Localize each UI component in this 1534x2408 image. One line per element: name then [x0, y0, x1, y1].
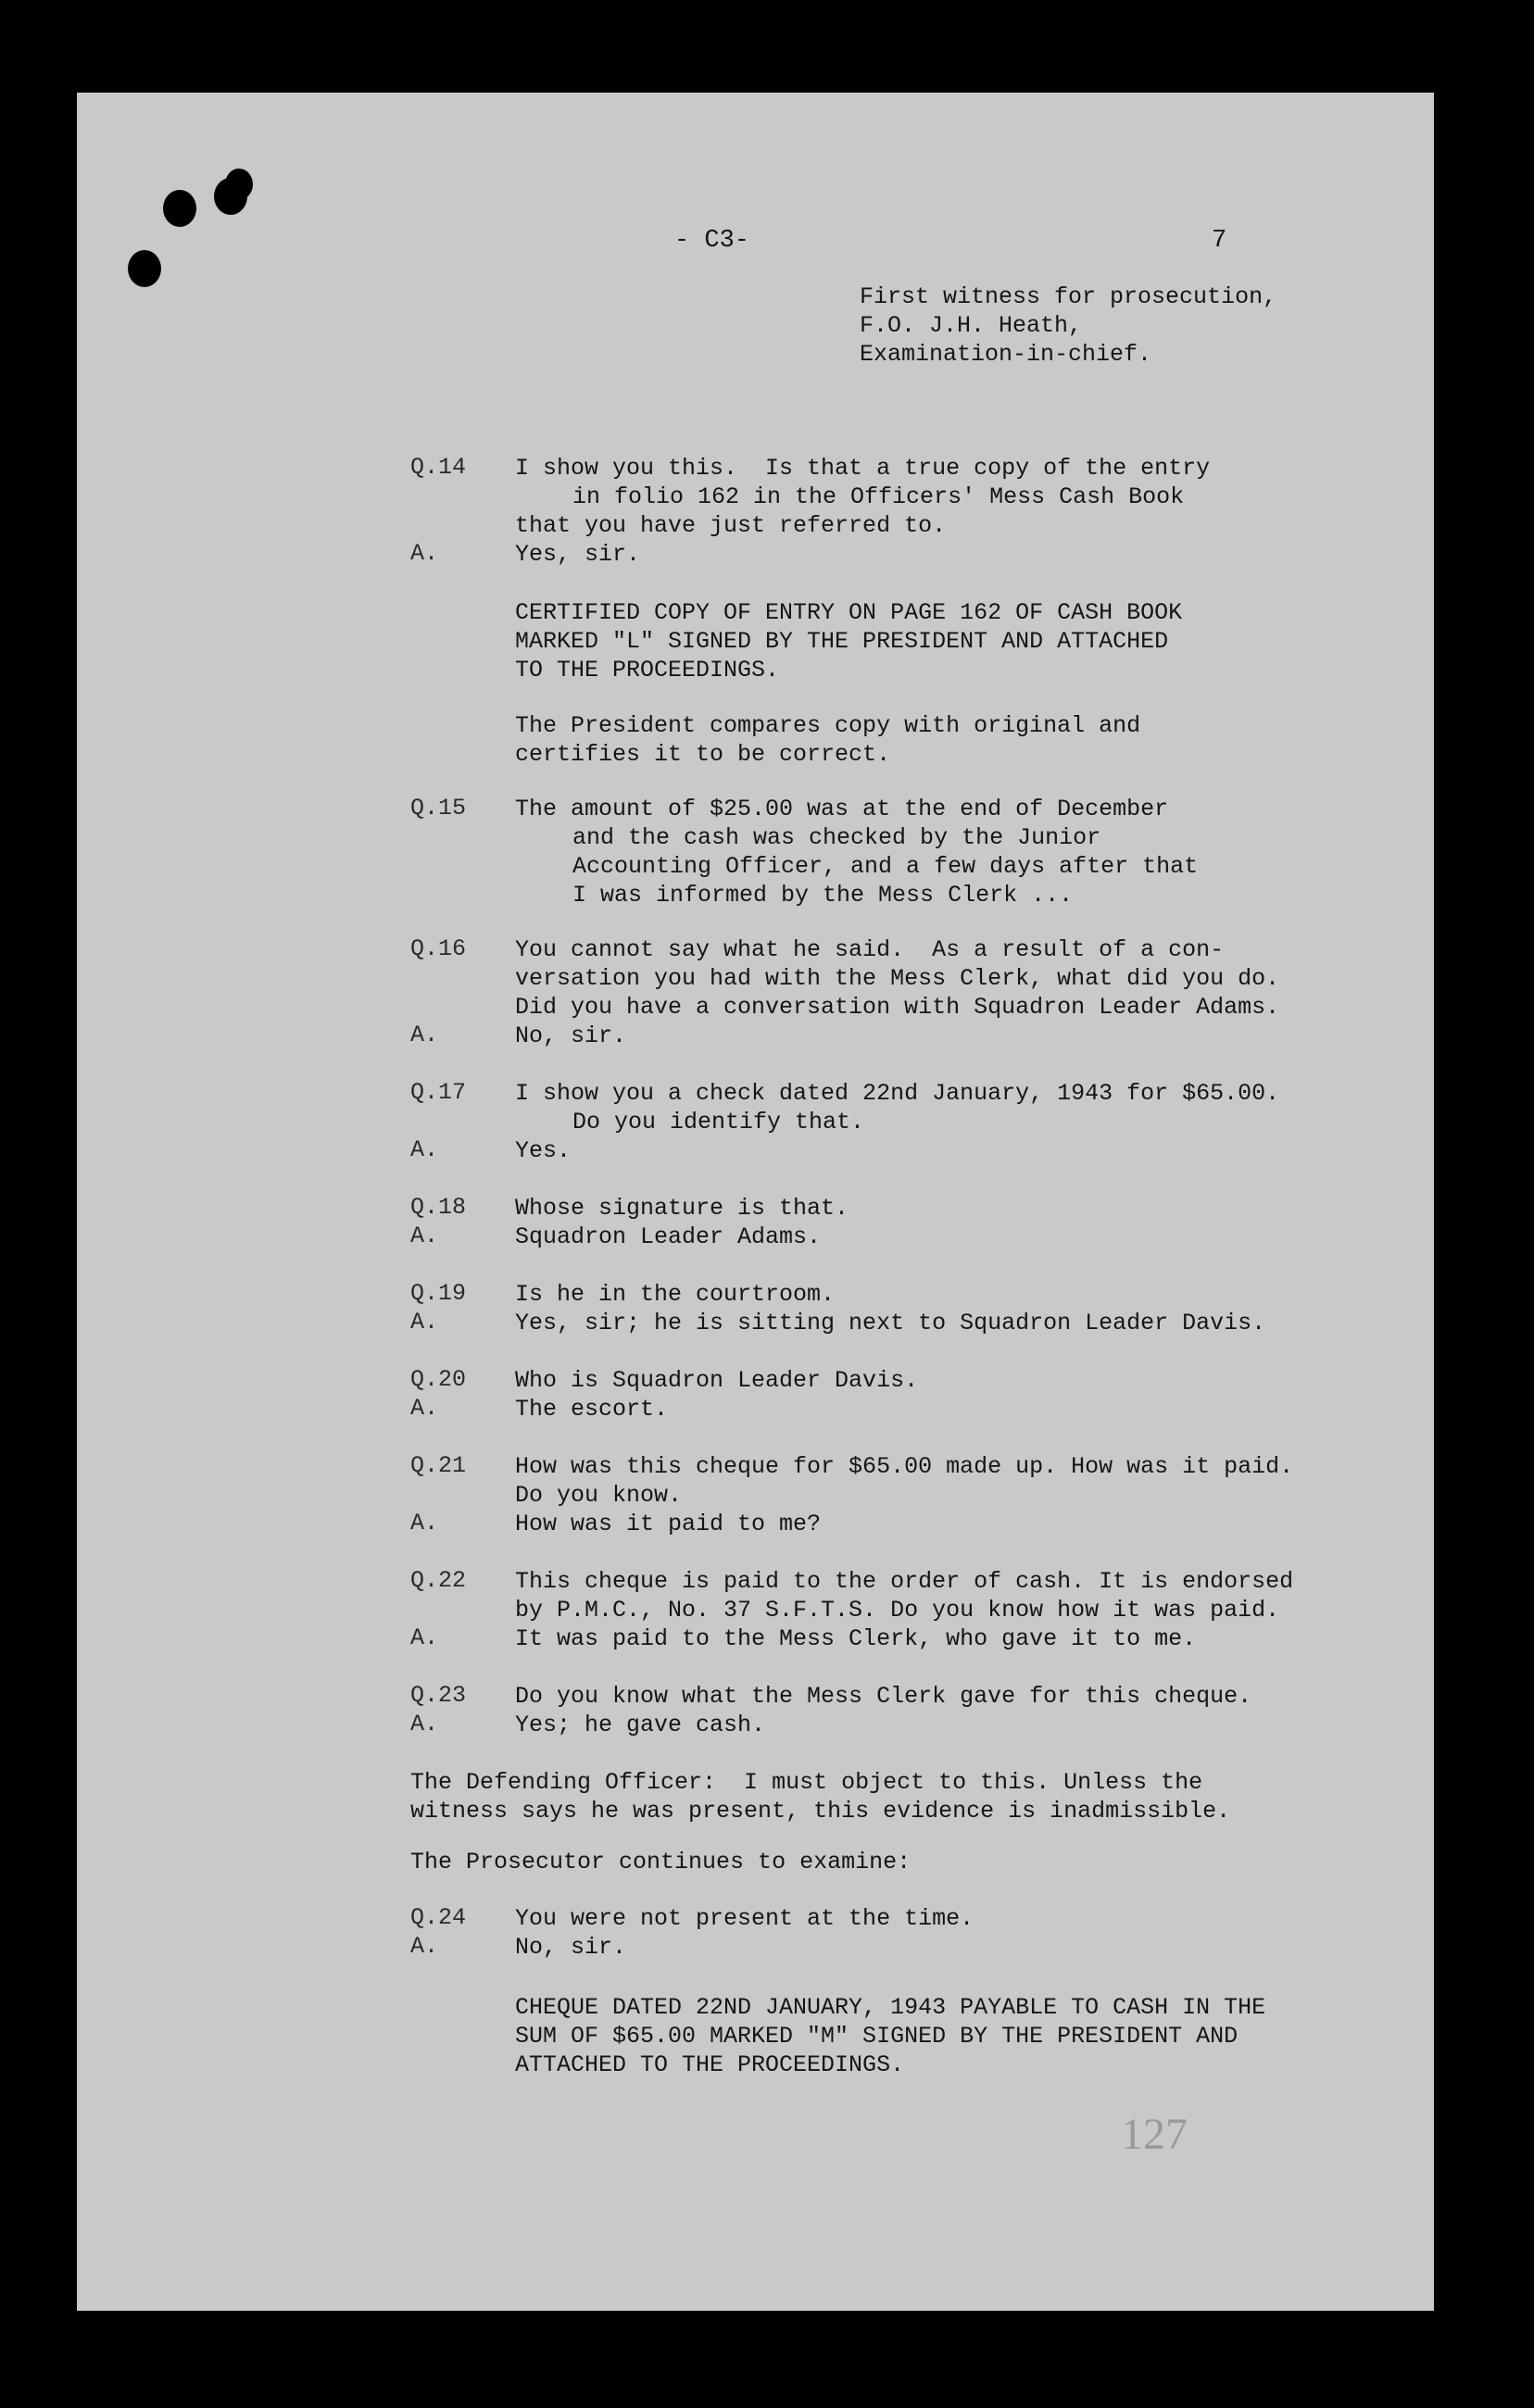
answer-label: A. [410, 1395, 439, 1422]
question-label: Q.15 [410, 795, 467, 821]
answer-label: A. [410, 1624, 439, 1651]
question-label: Q.14 [410, 454, 467, 481]
binder-hole [128, 250, 161, 287]
witness-line: F.O. J.H. Heath, [860, 312, 1083, 339]
answer-label: A. [410, 1711, 439, 1737]
binder-hole [163, 190, 196, 227]
answer-text: No, sir. [515, 1022, 627, 1049]
president-note: The President compares copy with original and certifies it to be correct. [515, 712, 1141, 768]
question-text: Who is Squadron Leader Davis. [515, 1367, 919, 1394]
page-code: - C3- [674, 227, 750, 255]
page-number: 7 [1212, 227, 1227, 255]
question-label: Q.22 [410, 1567, 467, 1594]
answer-label: A. [410, 1510, 439, 1536]
answer-label: A. [410, 1223, 439, 1249]
question-text: I show you this. Is that a true copy of the entry in folio 162 in the Officers' Mess Cash Book that you have just referred to. [515, 455, 1211, 539]
document-page [77, 93, 1434, 2311]
question-text: How was this cheque for $65.00 made up. How was it paid. Do you know. [515, 1453, 1294, 1509]
answer-text: It was paid to the Mess Clerk, who gave it to me. [515, 1625, 1197, 1652]
question-text: Do you know what the Mess Clerk gave for this cheque. [515, 1683, 1252, 1710]
question-label: Q.23 [410, 1682, 467, 1709]
answer-text: Squadron Leader Adams. [515, 1223, 822, 1250]
question-text: This cheque is paid to the order of cash. It is endorsed by P.M.C., No. 37 S.F.T.S. Do you know how it was paid. [515, 1568, 1294, 1624]
answer-text: How was it paid to me? [515, 1511, 822, 1537]
answer-text: Yes. [515, 1137, 572, 1164]
question-text: The amount of $25.00 was at the end of December and the cash was checked by the Junior Accounting Officer, and a few days after that I was informed by the Mess Clerk ... [515, 796, 1199, 909]
binder-hole [225, 169, 253, 200]
witness-heading [860, 282, 1276, 369]
stamp-page-number: 127 [1121, 2110, 1188, 2159]
prosecutor-continues: The Prosecutor continues to examine: [410, 1849, 912, 1875]
answer-label: A. [410, 540, 439, 567]
witness-line: First witness for prosecution, [860, 283, 1277, 310]
question-text: You cannot say what he said. As a result of a con- versation you had with the Mess Clerk, what did you do. Did you have a conversation with Squadron Leader Adams. [515, 936, 1280, 1021]
answer-text: Yes, sir; he is sitting next to Squadron Leader Davis. [515, 1310, 1266, 1336]
question-text: You were not present at the time. [515, 1905, 974, 1932]
answer-label: A. [410, 1022, 439, 1048]
defending-officer-objection: The Defending Officer: I must object to this. Unless the witness says he was present, this evidence is inadmissible. [410, 1769, 1231, 1825]
question-label: Q.19 [410, 1280, 467, 1307]
question-text: Is he in the courtroom. [515, 1281, 836, 1308]
exhibit-m-note: CHEQUE DATED 22ND JANUARY, 1943 PAYABLE TO CASH IN THE SUM OF $65.00 MARKED "M" SIGNED BY THE PRESIDENT AND ATTACHED TO THE PROCEEDINGS. [515, 1994, 1266, 2078]
question-label: Q.17 [410, 1079, 467, 1106]
question-text: I show you a check dated 22nd January, 1943 for $65.00. Do you identify that. [515, 1080, 1280, 1135]
question-label: Q.18 [410, 1194, 467, 1221]
answer-text: The escort. [515, 1396, 669, 1423]
answer-text: Yes; he gave cash. [515, 1712, 766, 1738]
exhibit-l-note: CERTIFIED COPY OF ENTRY ON PAGE 162 OF CASH BOOK MARKED "L" SIGNED BY THE PRESIDENT AND ATTACHED TO THE PROCEEDINGS. [515, 599, 1183, 684]
question-label: Q.20 [410, 1366, 467, 1393]
question-label: Q.24 [410, 1904, 467, 1931]
question-text: Whose signature is that. [515, 1195, 849, 1222]
witness-line: Examination-in-chief. [860, 341, 1152, 368]
question-label: Q.21 [410, 1452, 467, 1479]
answer-text: Yes, sir. [515, 541, 641, 568]
question-label: Q.16 [410, 935, 467, 962]
answer-label: A. [410, 1309, 439, 1336]
answer-label: A. [410, 1136, 439, 1163]
answer-text: No, sir. [515, 1934, 627, 1961]
answer-label: A. [410, 1933, 439, 1960]
